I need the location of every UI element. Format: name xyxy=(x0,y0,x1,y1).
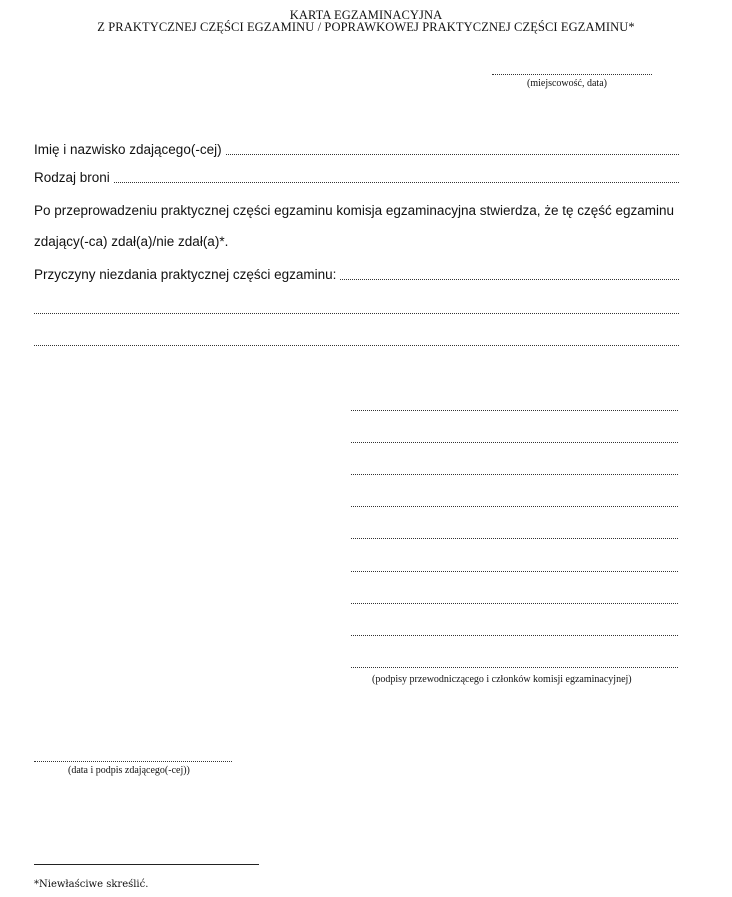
document-subtitle: Z PRAKTYCZNEJ CZĘŚCI EGZAMINU / POPRAWKOWEJ PRAKTYCZNEJ CZĘŚCI EGZAMINU* xyxy=(97,20,635,34)
commission-signature-line[interactable] xyxy=(351,603,678,604)
failure-reasons-label: Przyczyny niezdania praktycznej części egzaminu: xyxy=(34,267,337,282)
statement-line-2: zdający(-ca) zdał(a)/nie zdał(a)*. xyxy=(34,234,229,249)
place-date-line[interactable] xyxy=(492,74,652,75)
footnote: *Niewłaściwe skreślić. xyxy=(34,879,149,890)
candidate-signature-caption: (data i podpis zdającego(-cej)) xyxy=(68,765,190,776)
weapon-type-field[interactable] xyxy=(34,170,679,186)
commission-signature-line[interactable] xyxy=(351,474,678,475)
failure-reasons-line-2[interactable] xyxy=(34,313,679,314)
commission-signature-line[interactable] xyxy=(351,571,678,572)
candidate-name-line[interactable] xyxy=(226,154,679,155)
weapon-type-label: Rodzaj broni xyxy=(34,170,110,185)
commission-signature-line[interactable] xyxy=(351,667,678,668)
candidate-name-field[interactable] xyxy=(34,142,679,158)
weapon-type-line[interactable] xyxy=(114,182,679,183)
failure-reasons-field[interactable] xyxy=(34,267,679,283)
candidate-name-label: Imię i nazwisko zdającego(-cej) xyxy=(34,142,222,157)
document-title: KARTA EGZAMINACYJNA xyxy=(289,8,443,22)
commission-signature-line[interactable] xyxy=(351,442,678,443)
commission-signature-caption: (podpisy przewodniczącego i członków komisji egzaminacyjnej) xyxy=(372,674,632,685)
failure-reasons-line-3[interactable] xyxy=(34,345,679,346)
commission-signature-line[interactable] xyxy=(351,635,678,636)
commission-signature-line[interactable] xyxy=(351,538,678,539)
footnote-separator xyxy=(34,864,259,865)
candidate-signature-line[interactable] xyxy=(34,761,232,762)
commission-signature-line[interactable] xyxy=(351,410,678,411)
place-date-caption: (miejscowość, data) xyxy=(527,78,607,89)
commission-signature-line[interactable] xyxy=(351,506,678,507)
failure-reasons-line-1[interactable] xyxy=(340,279,679,280)
statement-line-1: Po przeprowadzeniu praktycznej części egzaminu komisja egzaminacyjna stwierdza, że tę część egzaminu xyxy=(34,203,675,218)
